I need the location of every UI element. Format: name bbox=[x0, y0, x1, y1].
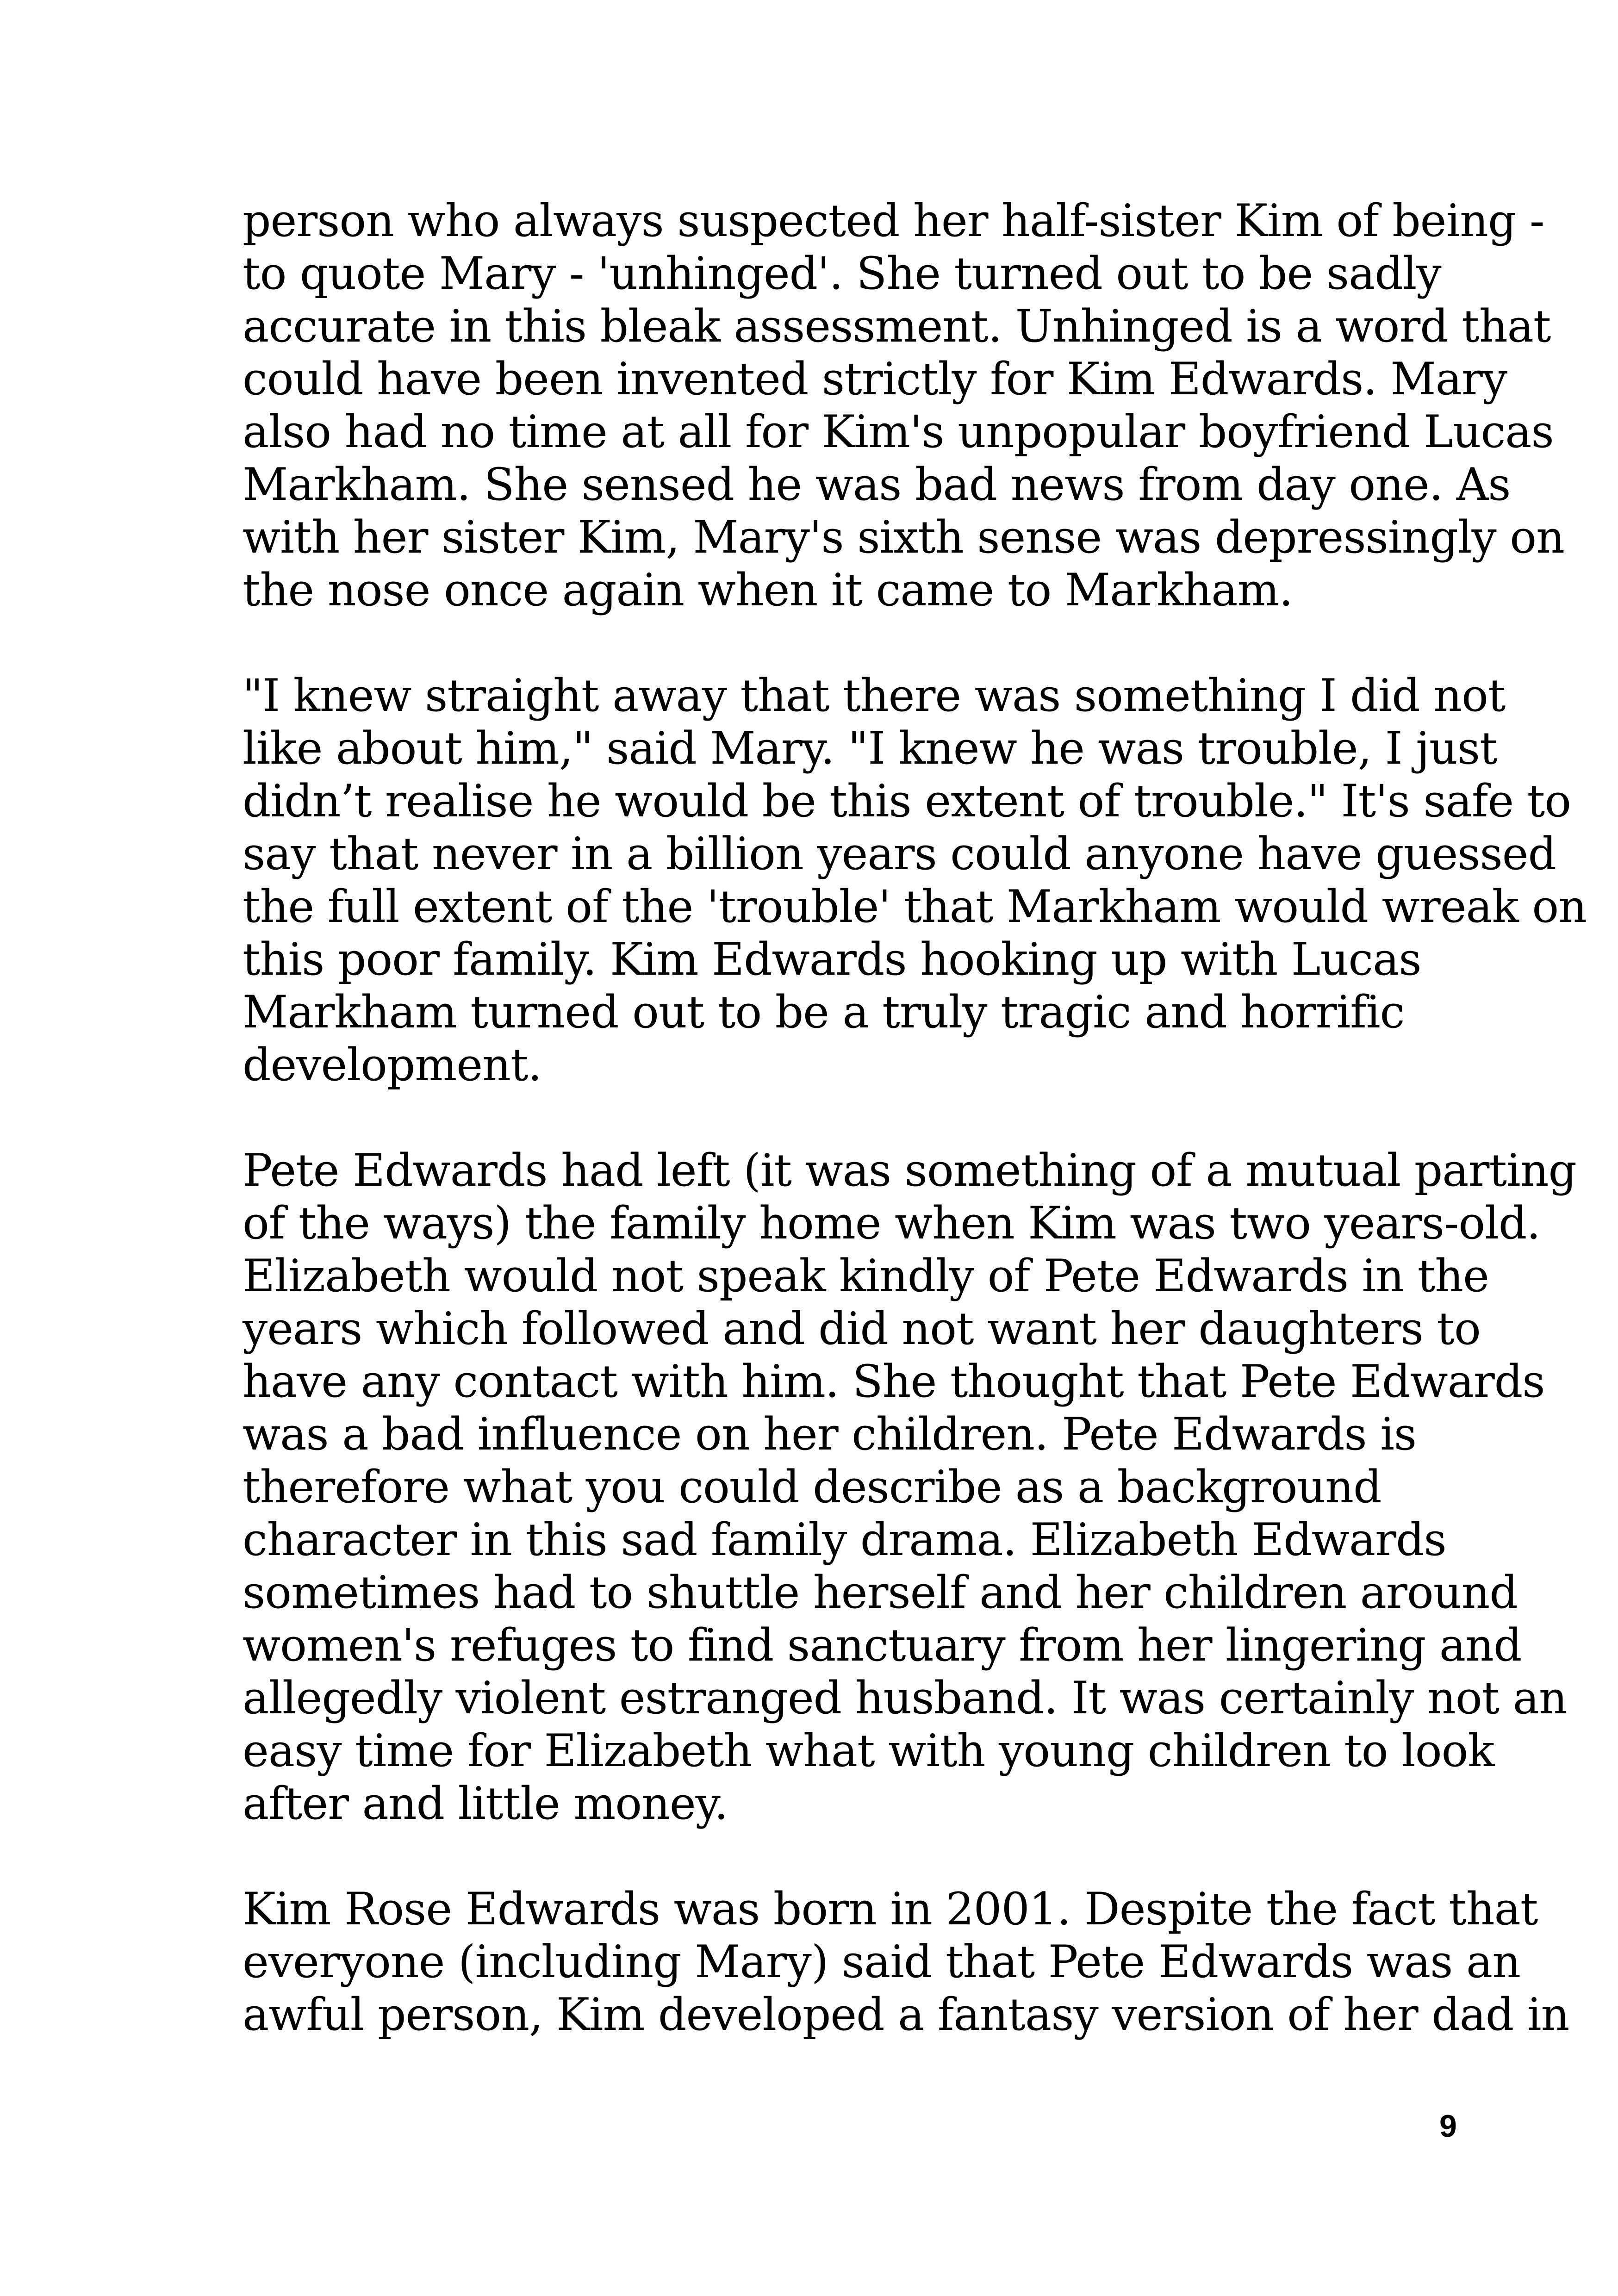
text-line: say that never in a billion years could anyone have guessed bbox=[243, 828, 1556, 880]
text-line: therefore what you could describe as a background bbox=[243, 1461, 1382, 1513]
text-line: "I knew straight away that there was something I did not bbox=[243, 670, 1506, 722]
text-line: this poor family. Kim Edwards hooking up with Lucas bbox=[243, 933, 1421, 985]
text-line: the full extent of the 'trouble' that Markham would wreak on bbox=[243, 881, 1587, 933]
text-line: after and little money. bbox=[243, 1778, 728, 1829]
text-line: women's refuges to find sanctuary from her lingering and bbox=[243, 1619, 1522, 1671]
paragraph-3 bbox=[243, 1144, 1576, 1830]
text-line: was a bad influence on her children. Pete Edwards is bbox=[243, 1408, 1417, 1460]
paragraph-1 bbox=[243, 194, 1564, 616]
text-line: of the ways) the family home when Kim was two years-old. bbox=[243, 1197, 1540, 1249]
text-line: with her sister Kim, Mary's sixth sense was depressingly on bbox=[243, 511, 1564, 563]
text-line: allegedly violent estranged husband. It was certainly not an bbox=[243, 1672, 1567, 1724]
text-line: character in this sad family drama. Elizabeth Edwards bbox=[243, 1514, 1446, 1566]
text-line: could have been invented strictly for Kim Edwards. Mary bbox=[243, 353, 1507, 405]
body-text bbox=[243, 194, 1587, 2094]
text-line: accurate in this bleak assessment. Unhinged is a word that bbox=[243, 300, 1551, 352]
text-line: to quote Mary - 'unhinged'. She turned out to be sadly bbox=[243, 248, 1441, 299]
text-line: easy time for Elizabeth what with young children to look bbox=[243, 1725, 1494, 1777]
text-line: the nose once again when it came to Markham. bbox=[243, 564, 1293, 616]
text-line: also had no time at all for Kim's unpopular boyfriend Lucas bbox=[243, 406, 1554, 458]
text-line: sometimes had to shuttle herself and her children around bbox=[243, 1567, 1518, 1618]
paragraph-2 bbox=[243, 669, 1587, 1091]
text-line: Markham. She sensed he was bad news from day one. As bbox=[243, 459, 1511, 510]
text-line: Elizabeth would not speak kindly of Pete Edwards in the bbox=[243, 1250, 1489, 1302]
text-line: like about him," said Mary. "I knew he was trouble, I just bbox=[243, 722, 1497, 774]
text-line: have any contact with him. She thought that Pete Edwards bbox=[243, 1356, 1545, 1407]
text-line: Kim Rose Edwards was born in 2001. Despite the fact that bbox=[243, 1883, 1538, 1935]
text-line: Markham turned out to be a truly tragic and horrific bbox=[243, 986, 1405, 1038]
paragraph-4 bbox=[243, 1883, 1569, 2041]
text-line: everyone (including Mary) said that Pete Edwards was an bbox=[243, 1936, 1521, 1988]
text-line: Pete Edwards had left (it was something of a mutual parting bbox=[243, 1145, 1576, 1196]
text-line: awful person, Kim developed a fantasy version of her dad in bbox=[243, 1989, 1569, 2041]
text-line: years which followed and did not want her daughters to bbox=[243, 1303, 1481, 1355]
text-line: person who always suspected her half-sister Kim of being - bbox=[243, 195, 1544, 247]
text-line: development. bbox=[243, 1039, 542, 1091]
page-number: 9 bbox=[1439, 2109, 1457, 2144]
text-line: didn’t realise he would be this extent of trouble." It's safe to bbox=[243, 775, 1571, 827]
